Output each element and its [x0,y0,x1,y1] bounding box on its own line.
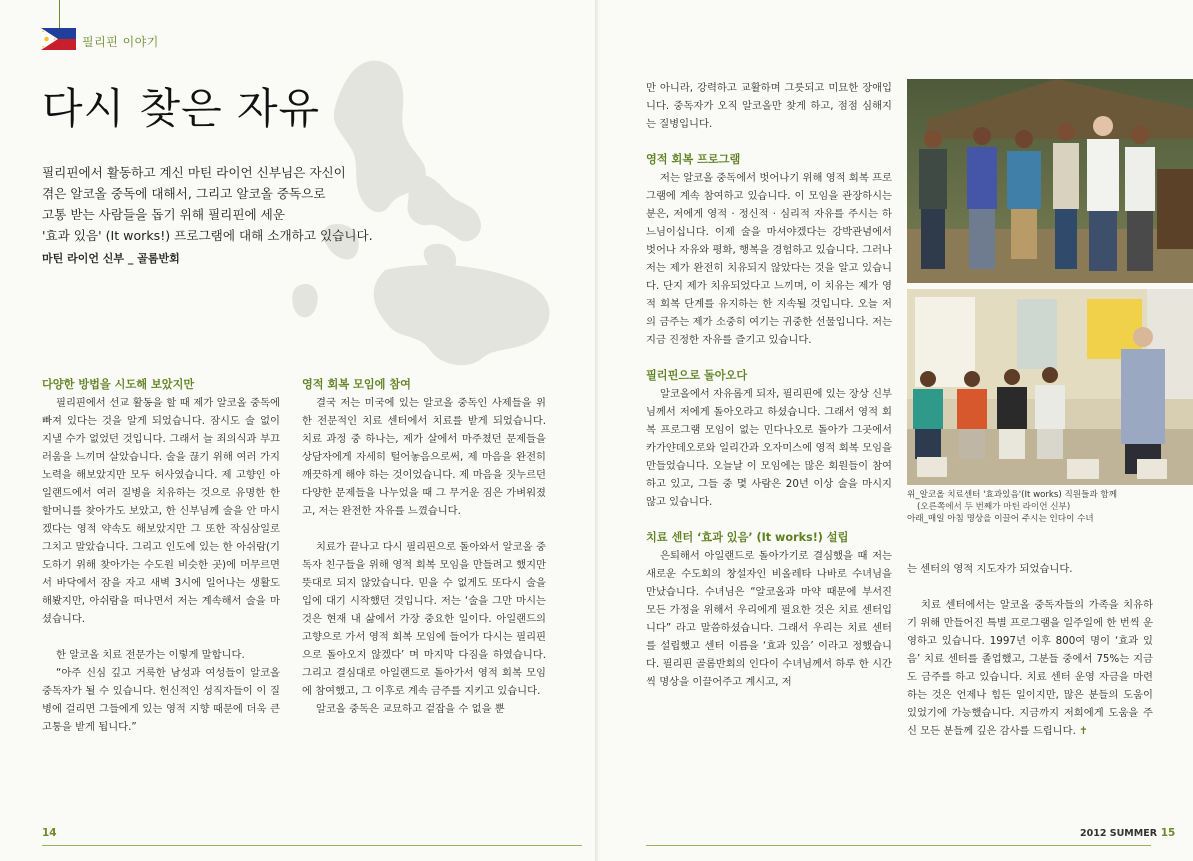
lead-line: 겪은 알코올 중독에 대해서, 그리고 알코올 중독으로 [42,186,326,201]
paragraph-gap [302,520,546,538]
footer-rule-right [646,845,1151,846]
page-number: 15 [1160,827,1176,839]
paragraph-gap [907,578,1153,596]
lead-line: 필리핀에서 활동하고 계신 마틴 라이언 신부님은 자신이 [42,165,346,180]
page-gutter [595,0,601,861]
paragraph: 치료가 끝나고 다시 필리핀으로 돌아와서 알코올 중독자 친구들을 위해 영적 회복 모임을 만들려고 했지만 뜻대로 되지 않았습니다. 믿을 수 없게도 또다시 술을 입에 대기 시작했던 것입니다. 저는 ‘술을 그만 마시는 것은 현재 내 삶에서 가장 중요한 일이다. 아일랜드의 고향으로 가서 영적 회복 모임에 들어가 다시는 필리핀으로 돌아오지 않겠다’ 며 마지막 다짐을 하였습니다. 그리고 결심대로 아일랜드로 돌아가서 영적 회복 모임에 참여했고, 그 이후로 계속 금주를 지키고 있습니다. [302,541,546,697]
paragraph: 저는 알코올 중독에서 벗어나기 위해 영적 회복 프로그램에 계속 참여하고 있습니다. 이 모임을 관장하시는 분은, 저에게 영적 · 정신적 · 심리적 자유를 주시는 하느님이십니다. 이제 술을 마셔야겠다는 강박관념에서 벗어나 자유와 평화, 행복을 경험하고 있습니다. 그러나 저는 제가 완전히 치유되지 않았다는 것을 알고 있습니다. 단지 제가 치유되었다고 느끼며, 이 치유는 제가 영적 회복 단계를 유지하는 한 지속될 것입니다. 오늘 저의 금주는 제가 소중히 여기는 귀중한 선물입니다. 저는 지금 진정한 자유를 즐기고 있습니다. [646,172,892,346]
staff-group-photo [907,79,1193,283]
paragraph: “아주 신심 깊고 거룩한 남성과 여성들이 알코올 중독자가 될 수 있습니다. 헌신적인 성직자들이 이 질병에 걸리면 그들에게 있는 영적 지향 때문에 더욱 큰 고통을 받게 됩니다.” [42,667,280,733]
end-mark-icon: ✝ [1075,725,1088,737]
caption-line: (오른쪽에서 두 번째가 마틴 라이언 신부) [917,502,1071,512]
paragraph: 는 센터의 영적 지도자가 되었습니다. [907,563,1073,575]
lead-line: '효과 있음' (It works!) 프로그램에 대해 소개하고 있습니다. [42,228,373,243]
paragraph: 치료 센터에서는 알코올 중독자들의 가족을 치유하기 위해 만들어진 특별 프로그램을 일주일에 한 번씩 운영하고 있습니다. 1997년 이후 800여 명이 ‘효과 있음’ 치료 센터를 졸업했고, 그분들 중에서 75%는 지금도 금주를 하고 있습니다. 치료 센터 운영 자금을 마련하는 것은 언제나 힘든 일이지만, 많은 분들의 도움이 있었기에 가능했습니다. 지금까지 저희에게 도움을 주신 모든 분들께 깊은 감사를 드립니다. ✝ [907,599,1153,737]
paragraph: 결국 저는 미국에 있는 알코올 중독인 사제들을 위한 전문적인 치료 센터에서 치료를 받게 되었습니다. 치료 과정 중 하나는, 제가 살에서 마주쳤던 문제들을 상담자에게 자세히 털어놓음으로써, 제 마음을 완전히 깨끗하게 해야 하는 것이었습니다. 제 마음을 짓누르던 다양한 문제들을 나누었을 때 그 무거운 짐은 가벼워졌고, 저는 완전한 자유를 느꼈습니다. [302,397,546,517]
paragraph: 은퇴해서 아일랜드로 돌아가기로 결심했을 때 저는 새로운 수도회의 창설자인 비올레타 나바로 수녀님을 만났습니다. 수녀님은 “알코올과 마약 때문에 부서진 모든 가정을 위해서 우리에게 필요한 것은 치료 센터입니다” 라고 말씀하셨습니다. 그래서 우리는 치료 센터를 설립했고 센터 이름을 ‘효과 있음’ 이라고 정했습니다. 필리핀 골롬반회의 인다이 수녀님께서 하루 한 시간씩 명상을 이끌어주고 계시고, 저 [646,550,892,688]
section-heading: 다양한 방법을 시도해 보았지만 [42,378,195,391]
caption-line: 위_알코올 치료센터 '효과있음'(It works) 직원들과 함께 [907,490,1117,500]
body-column-2 [302,376,546,718]
section-heading: 영적 회복 모임에 참여 [302,378,411,391]
paragraph: 한 알코올 치료 전문가는 이렇게 말합니다. [56,649,245,661]
paragraph-gap [646,133,892,151]
caption-line: 아래_매일 아침 명상을 이끌어 주시는 인다이 수녀 [907,514,1094,524]
body-column-3 [646,79,892,691]
issue-label: 2012 SUMMER [1080,828,1158,839]
page-number-right [1080,827,1175,839]
meditation-room-photo [907,289,1193,485]
section-rule [59,0,60,28]
body-column-4 [907,560,1153,740]
section-heading: 치료 센터 ‘효과 있음’ (It works!) 설립 [646,531,849,544]
paragraph-gap [646,349,892,367]
page-number-left: 14 [42,827,57,839]
article-lead [42,162,402,246]
paragraph: 알코올 중독은 교묘하고 겉잡을 수 없을 뿐 [316,703,505,715]
section-label: 필리핀 이야기 [82,35,159,49]
lead-line: 고통 받는 사람들을 돕기 위해 필리핀에 세운 [42,207,285,222]
article-author: 마틴 라이언 신부 _ 골롬반회 [42,252,180,265]
paragraph: 알코올에서 자유롭게 되자, 필리핀에 있는 장상 신부님께서 저에게 돌아오라고 하셨습니다. 그래서 영적 회복 프로그램 모임이 없는 민다나오로 돌아가 그곳에서 카가얀데오로와 일리간과 오자미스에 영적 회복 모임을 만들었습니다. 오늘날 이 모임에는 많은 회원들이 참여하고 있고, 그들 중 몇 사람은 20년 이상 술을 마시지 않고 있습니다. [646,388,892,508]
photo-caption [907,489,1117,525]
article-title: 다시 찾은 자유 [42,84,321,133]
section-heading: 필리핀으로 돌아오다 [646,369,748,382]
paragraph-gap [646,511,892,529]
philippines-flag-icon [41,28,76,50]
paragraph-gap [42,628,280,646]
paragraph: 필리핀에서 선교 활동을 할 때 제가 알코올 중독에 빠져 있다는 것을 알게 되었습니다. 잠시도 술 없이 지낼 수가 없었던 것입니다. 그래서 늘 죄의식과 부끄러움을 느끼며 살았습니다. 술을 끊기 위해 여러 가지 노력을 해보았지만 모두 허사였습니다. 제 고향인 아일랜드에서 여러 질병을 치유하는 것으로 유명한 한 할머니를 찾아가도 보았고, 한 신부님께 술을 안 마시겠다는 영적 약속도 해보았지만 그 또한 작심삼일로 그치고 말았습니다. 그리고 인도에 있는 한 아쉬람(기도하기 위해 찾아가는 수도원 비슷한 곳)에 머무르면서 바닥에서 잠을 자고 새벽 3시에 일어나는 생활도 해봤지만, 아쉬람을 떠나면서 저는 계속해서 술을 마셨습니다. [42,397,280,625]
footer-rule-left [42,845,582,846]
paragraph: 만 아니라, 강력하고 교활하며 그릇되고 미묘한 장애입니다. 중독자가 오직 알코올만 찾게 하고, 점점 심해지는 질병입니다. [646,82,892,130]
body-column-1 [42,376,280,736]
section-heading: 영적 회복 프로그램 [646,153,741,166]
